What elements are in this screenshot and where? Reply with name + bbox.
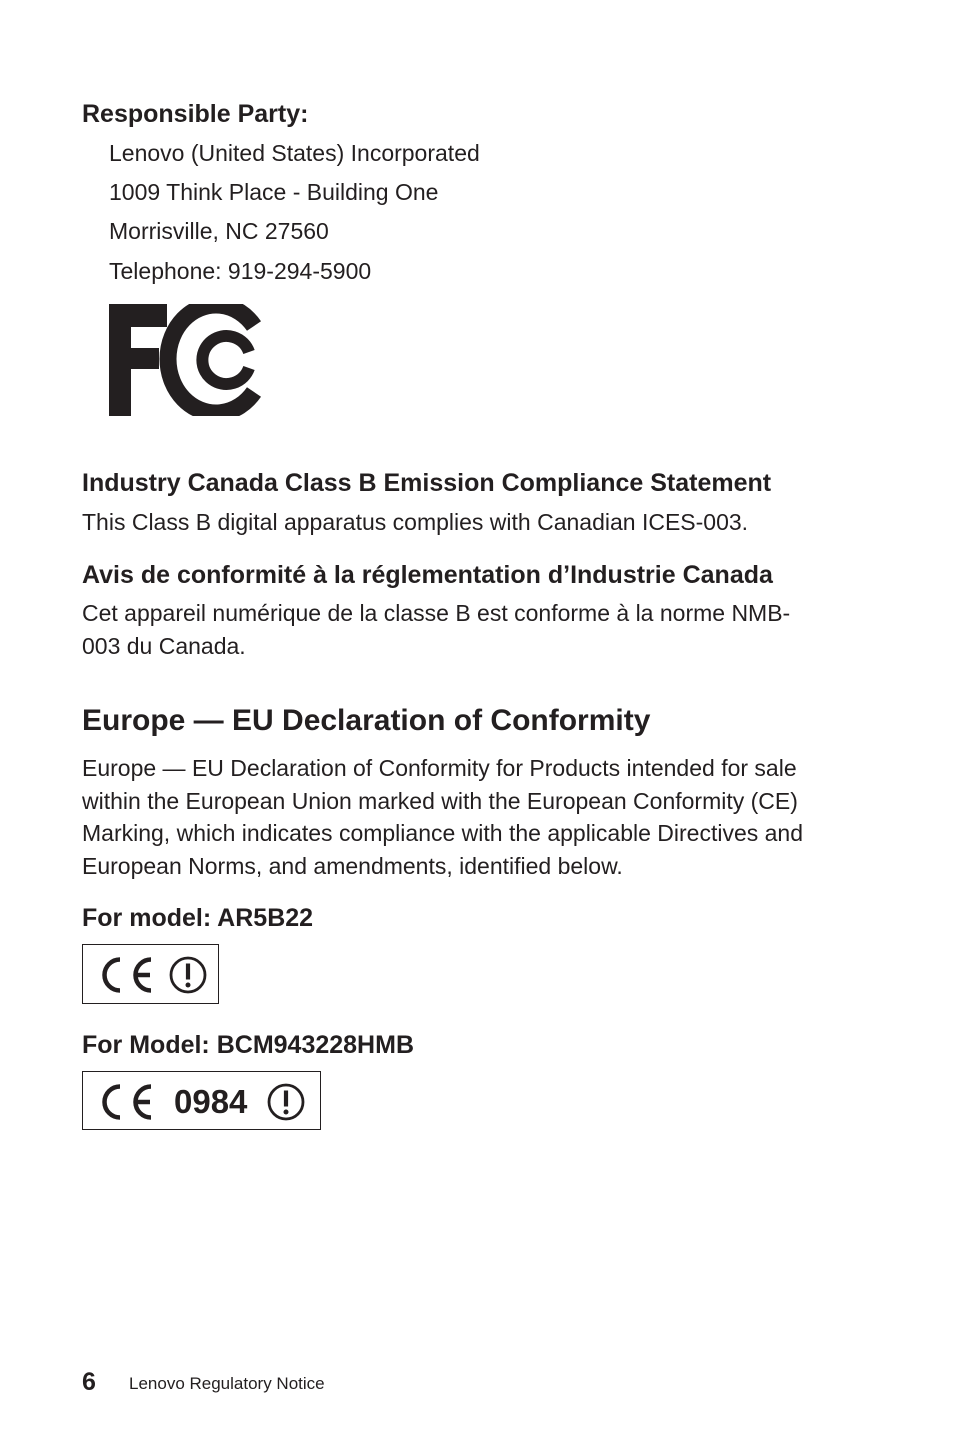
alert-circle-icon bbox=[168, 955, 208, 995]
address-line-street: 1009 Think Place - Building One bbox=[109, 179, 439, 205]
avis-canada-text-line-2: 003 du Canada. bbox=[82, 633, 246, 659]
model-1-heading: For model: AR5B22 bbox=[82, 904, 314, 932]
industry-canada-heading: Industry Canada Class B Emission Compliance Statement bbox=[82, 469, 772, 497]
address-line-telephone: Telephone: 919-294-5900 bbox=[109, 258, 372, 284]
industry-canada-text: This Class B digital apparatus complies with Canadian ICES-003. bbox=[82, 509, 749, 535]
fcc-logo-icon bbox=[109, 304, 265, 416]
model-1-marking-box bbox=[82, 944, 219, 1004]
europe-text-line-3: Marking, which indicates compliance with the applicable Directives and bbox=[82, 820, 804, 846]
notified-body-number: 0984 bbox=[174, 1083, 248, 1120]
alert-circle-icon bbox=[266, 1082, 306, 1122]
europe-text-line-1: Europe — EU Declaration of Conformity for Products intended for sale bbox=[82, 755, 797, 781]
europe-heading: Europe — EU Declaration of Conformity bbox=[82, 704, 651, 737]
europe-text-line-2: within the European Union marked with the European Conformity (CE) bbox=[82, 788, 798, 814]
address-line-company: Lenovo (United States) Incorporated bbox=[109, 140, 480, 166]
europe-text-line-4: European Norms, and amendments, identified below. bbox=[82, 853, 623, 879]
ce-mark-icon bbox=[98, 1083, 156, 1121]
responsible-party-heading: Responsible Party: bbox=[82, 100, 309, 128]
page-number: 6 bbox=[82, 1368, 96, 1396]
ce-mark-icon bbox=[98, 956, 156, 994]
footer-title: Lenovo Regulatory Notice bbox=[129, 1374, 325, 1393]
model-2-heading: For Model: BCM943228HMB bbox=[82, 1031, 414, 1059]
address-line-city: Morrisville, NC 27560 bbox=[109, 218, 329, 244]
avis-canada-text-line-1: Cet appareil numérique de la classe B est conforme à la norme NMB- bbox=[82, 600, 791, 626]
model-2-marking-box bbox=[82, 1071, 321, 1130]
avis-canada-heading: Avis de conformité à la réglementation d’Industrie Canada bbox=[82, 561, 773, 589]
